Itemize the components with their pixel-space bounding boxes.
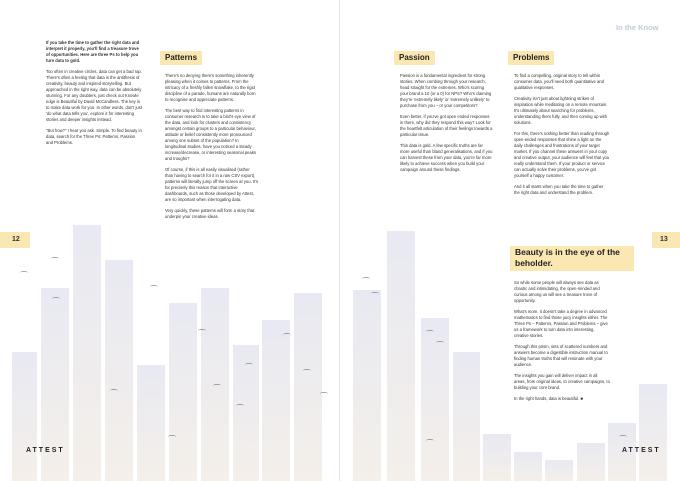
intro-paragraph: "But how?" I hear you ask. Simple. To find beauty in data, search for the Three Ps: Patterns, Passion and Problems.	[46, 128, 142, 145]
passion-paragraph: This data is gold. A few specific truths are far more useful than bland generalisations, and if you can harvest these from your data, you're far more likely to achieve success when you build your campaign around these findings.	[400, 143, 493, 172]
patterns-paragraph: Of course, if this is all easily visualised (rather than having to search for it in a raw CSV export), patterns will literally jump off the screen at you. It's for precisely this reason that interactive dashboards, such as those developed by Attest, are so important when interrogating data.	[165, 167, 259, 202]
graphic-bar	[294, 293, 322, 481]
bird-icon: ⌒	[236, 404, 244, 413]
page-number: 12	[0, 232, 30, 248]
patterns-heading: Patterns	[160, 51, 202, 65]
bird-icon: ⌒	[198, 329, 206, 338]
bird-icon: ⌒	[110, 389, 118, 398]
problems-paragraph: To find a compelling, original story to tell within consumer data, you'll need both quantitative and qualitative responses.	[514, 73, 604, 90]
graphic-bar	[262, 320, 290, 481]
running-header: In the Know	[616, 23, 659, 32]
passion-paragraph: Passion is a fundamental ingredient for strong stories. When combing through your research, head straight for the extremes. Who's scoring your brand a 10 (or a 0) for NPS? Who's claiming they're 'extremely likely' or 'extremely unlikely' to purchase from you – or your competitors?	[400, 73, 492, 108]
bird-icon: ⌒	[619, 435, 627, 444]
beauty-paragraph: Through this prism, sets of scattered numbers and answers become a digestible instruction manual to finding human truths that will resonate with your audience.	[514, 344, 608, 367]
beauty-paragraph: So while some people will always see data as chaotic and intimidating, the open-minded and curious among us will see a treasure trove of opportunity.	[514, 280, 600, 303]
intro-lead: If you take the time to gather the right data and interpret it properly, you'll find a treasure trove of opportunities. Here are three Ps to help you turn data to gold.	[46, 40, 140, 63]
patterns-column	[165, 73, 259, 225]
graphic-bar	[137, 365, 165, 481]
bird-icon: ⌒	[320, 392, 328, 401]
right-bar-graphic	[340, 0, 680, 481]
passion-column	[400, 73, 493, 178]
bird-icon: ⌒	[150, 285, 158, 294]
patterns-paragraph: Very quickly, these patterns will form a story that underpin your creative ideas.	[165, 208, 255, 219]
graphic-bar	[421, 318, 449, 481]
graphic-bar	[483, 434, 511, 481]
problems-column	[514, 73, 610, 201]
brand-logo: ATTEST	[622, 447, 661, 454]
patterns-paragraph: The best way to find interesting patterns in consumer research is to take a bird's eye view of the data, and look for clusters and consistency amongst certain groups to a particular behaviour, attitude or belief consistently more pronounced among one subset of the population? In longitudinal studies, have you noticed a steady increase/decrease, or interesting seasonal peaks and troughs?	[165, 108, 257, 161]
graphic-bar	[169, 303, 197, 481]
bird-icon: ⌒	[51, 257, 59, 266]
patterns-paragraph: There's no denying there's something inherently pleasing when it comes to patterns. From the intricacy of a freshly fallen snowflake, to the rigid discipline of a parade, humans are naturally born to recognise and appreciate patterns.	[165, 73, 256, 102]
beauty-paragraph: The insights you gain will deliver impact in all areas, from original ideas, to creative campaigns, to building your core brand.	[514, 373, 610, 390]
graphic-bar	[577, 443, 605, 481]
graphic-bar	[545, 460, 573, 481]
bird-icon: ⌒	[245, 363, 253, 372]
problems-heading: Problems	[508, 51, 554, 65]
bird-icon: ⌒	[303, 369, 311, 378]
bird-icon: ⌒	[426, 439, 434, 448]
bird-icon: ⌒	[283, 333, 291, 342]
problems-paragraph: And it all starts when you take the time to gather the right data and understand the problem.	[514, 184, 604, 195]
graphic-bar	[353, 290, 381, 481]
brand-logo: ATTEST	[26, 447, 65, 454]
graphic-bar	[514, 452, 542, 481]
bird-icon: ⌒	[426, 330, 434, 339]
problems-paragraph: Creativity isn't just about lightning strikes of inspiration while meditating on a remote mountain. It's ultimately about searching for problems, understanding them fully, and then coming up with solutions.	[514, 96, 608, 125]
intro-paragraph: Too often in creative circles, data can get a bad rap. There's often a feeling that data is the antithesis of creativity, beauty and inspired storytelling. But approached in the right way, data can be absolutely stunning. For any doubters, just check out Knowle edge is Beautiful by David McCandless. The key is to make data work for you. In other words, don't just 'do what data tells you', explore it for interesting stories and deeper insights instead.	[46, 69, 142, 122]
intro-column	[46, 40, 142, 151]
graphic-bar	[639, 384, 667, 481]
page-number: 13	[652, 232, 680, 248]
graphic-bar	[105, 260, 133, 481]
passion-heading: Passion	[394, 51, 435, 65]
bird-icon: ⌒	[436, 341, 444, 350]
graphic-bar	[73, 225, 101, 481]
bird-icon: ⌒	[20, 271, 28, 280]
graphic-bar	[387, 231, 415, 481]
bird-icon: ⌒	[168, 435, 176, 444]
passion-paragraph: Even better, if you've got open ended responses in there, why did they respond this way? Look for the heartfelt articulation of their feelings towards a particular issue.	[400, 114, 493, 137]
graphic-bar	[12, 352, 37, 481]
beauty-paragraph: In the right hands, data is beautiful. ■	[514, 396, 583, 401]
beauty-column	[514, 280, 610, 407]
right-page	[340, 0, 680, 481]
graphic-bar	[453, 352, 480, 481]
beauty-paragraph: What's more, it doesn't take a degree in advanced mathematics to find those juicy insights either. The Three Ps – Patterns, Passion and Problems – give us a framework to turn data into interesting, creative stories.	[514, 309, 608, 338]
bird-icon: ⌒	[213, 384, 221, 393]
beauty-heading: Beauty is in the eye of the beholder.	[510, 246, 634, 271]
problems-paragraph: For this, there's nothing better than reading through open-ended responses that shine a light on the daily challenges and frustrations of your target market. If you channel these answers in your copy and creative output, your audience will feel that you really understand them. If your product or service can actually solve their problems, you've got yourself a happy customer.	[514, 131, 610, 178]
bird-icon: ⌒	[362, 277, 370, 286]
bird-icon: ⌒	[371, 292, 379, 301]
bird-icon: ⌒	[52, 297, 60, 306]
